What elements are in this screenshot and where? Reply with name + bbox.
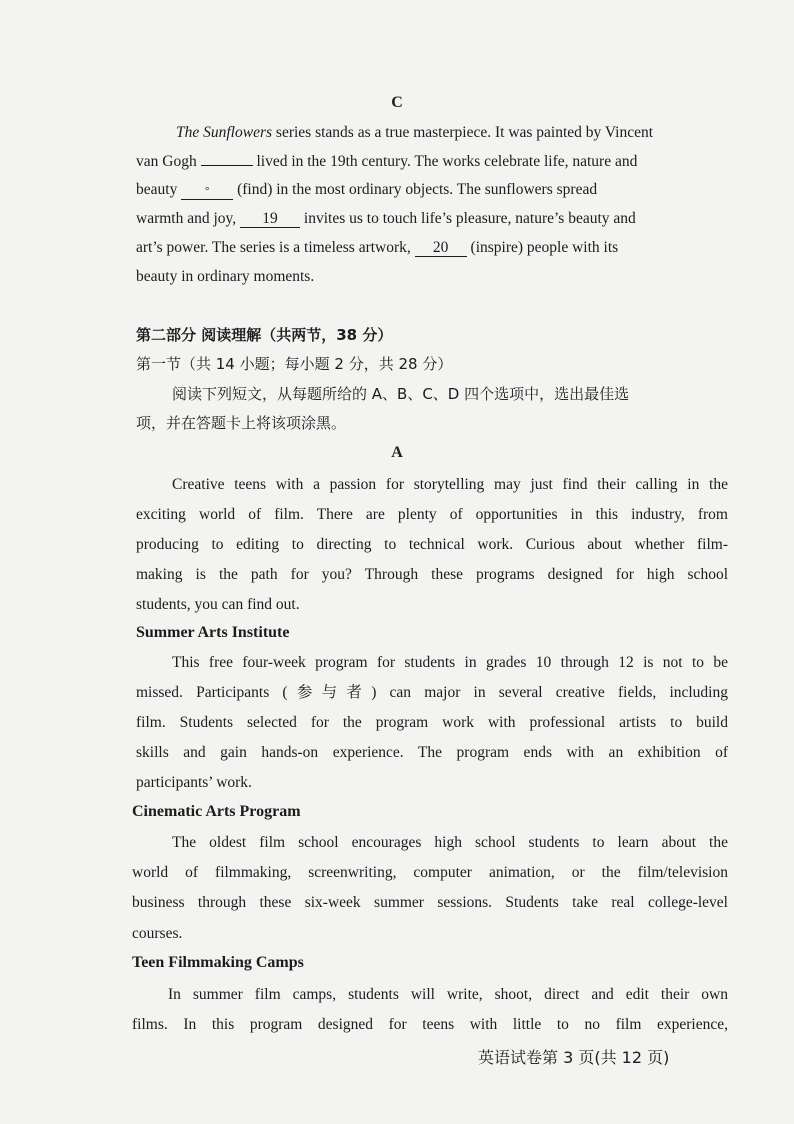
c-line-4-a: warmth and joy, (136, 210, 241, 227)
c-line-1-text: series stands as a true masterpiece. It was painted by Vincent (272, 124, 654, 141)
intro-line: exciting world of film. There are plenty of opportunities in this industry, from (136, 506, 728, 523)
c-line-5-a: art’s power. The series is a timeless artwork, (136, 239, 415, 256)
intro-line: producing to editing to directing to technical work. Curious about whether film- (136, 536, 728, 553)
instructions-line-1: 阅读下列短文，从每题所给的 A、B、C、D 四个选项中，选出最佳选 (172, 385, 630, 403)
c-line-4 (136, 209, 636, 229)
c-line-4-b: invites us to touch life’s pleasure, nature’s beauty and (300, 210, 636, 227)
c-line-2-b: lived in the 19th century. The works celebrate life, nature and (252, 153, 638, 170)
summer-arts-line: skills and gain hands-on experience. The program ends with an exhibition of (136, 744, 728, 761)
intro-line: Creative teens with a passion for storytelling may just find their calling in the (172, 476, 728, 493)
section-c-title: C (391, 94, 403, 111)
summer-arts-line: film. Students selected for the program work with professional artists to build (136, 714, 728, 731)
instructions-line-2: 项，并在答题卡上将该项涂黑。 (136, 414, 347, 432)
c-line-3-b: (find) in the most ordinary objects. The sunflowers spread (233, 181, 598, 198)
teen-filmmaking-line: In summer film camps, students will write, shoot, direct and edit their own (168, 986, 728, 1003)
c-line-6: beauty in ordinary moments. (136, 268, 315, 285)
blank-19: 19 (240, 211, 300, 228)
program-heading-teen-filmmaking: Teen Filmmaking Camps (132, 954, 304, 971)
c-line-3-a: beauty (136, 181, 182, 198)
summer-arts-line: participants’ work. (136, 774, 252, 791)
program-heading-cinematic-arts: Cinematic Arts Program (132, 803, 301, 820)
part2-heading: 第二部分 阅读理解（共两节，38 分） (136, 326, 393, 344)
c-line-5-b: (inspire) people with its (466, 239, 619, 256)
cinematic-arts-line: business through these six-week summer sessions. Students take real college-level (132, 894, 728, 911)
section1-heading: 第一节（共 14 小题；每小题 2 分，共 28 分） (136, 355, 453, 373)
passage-a-title: A (391, 444, 403, 461)
blank-18: ° (181, 183, 233, 200)
intro-line: making is the path for you? Through these programs designed for high school (136, 566, 728, 583)
c-line-1 (176, 123, 653, 143)
cinematic-arts-line: The oldest film school encourages high school students to learn about the (172, 834, 728, 851)
c-work-title: The Sunflowers (176, 124, 273, 141)
blank-20: 20 (415, 240, 467, 257)
blank-17 (201, 165, 253, 166)
c-line-3 (136, 180, 597, 200)
c-line-5 (136, 238, 618, 258)
page-footer: 英语试卷第 3 页(共 12 页) (478, 1048, 670, 1067)
program-heading-summer-arts: Summer Arts Institute (136, 624, 290, 641)
c-line-2 (136, 152, 637, 172)
intro-line: students, you can find out. (136, 596, 300, 613)
cinematic-arts-line: courses. (132, 925, 183, 942)
summer-arts-line: This free four-week program for students in grades 10 through 12 is not to be (172, 654, 728, 671)
teen-filmmaking-line: films. In this program designed for teens with little to no film experience, (132, 1016, 728, 1033)
summer-arts-line: missed. Participants (参与者) can major in several creative fields, including (136, 684, 728, 701)
cinematic-arts-line: world of filmmaking, screenwriting, computer animation, or the film/television (132, 864, 728, 881)
c-line-2-a: van Gogh (136, 153, 201, 170)
